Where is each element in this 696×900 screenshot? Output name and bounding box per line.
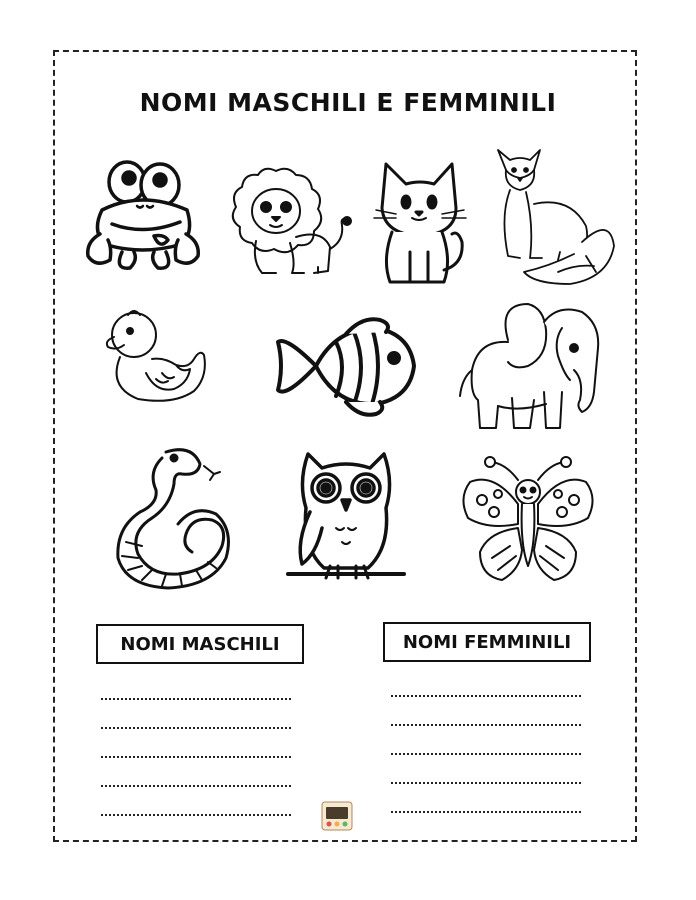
masculine-answer-line[interactable] (101, 727, 291, 729)
cat-icon (372, 160, 467, 286)
feminine-answer-line[interactable] (391, 782, 581, 784)
worksheet-title: NOMI MASCHILI E FEMMINILI (139, 88, 557, 117)
butterfly-icon (458, 454, 598, 588)
masculine-names-heading: NOMI MASCHILI (96, 624, 304, 664)
owl-icon (286, 452, 406, 586)
masculine-answer-line[interactable] (101, 756, 291, 758)
feminine-answer-line[interactable] (391, 695, 581, 697)
feminine-names-heading: NOMI FEMMINILI (383, 622, 591, 662)
fox-icon (490, 146, 616, 285)
snake-icon (112, 446, 230, 590)
feminine-answer-line[interactable] (391, 753, 581, 755)
masculine-answer-line[interactable] (101, 698, 291, 700)
duck-icon (104, 307, 209, 405)
masculine-answer-line[interactable] (101, 785, 291, 787)
feminine-answer-line[interactable] (391, 811, 581, 813)
masculine-answer-line[interactable] (101, 814, 291, 816)
elephant-icon (458, 300, 606, 432)
fish-icon (276, 314, 417, 418)
frog-icon (82, 152, 204, 276)
publisher-logo (321, 801, 353, 831)
feminine-answer-line[interactable] (391, 724, 581, 726)
lion-icon (226, 163, 352, 282)
